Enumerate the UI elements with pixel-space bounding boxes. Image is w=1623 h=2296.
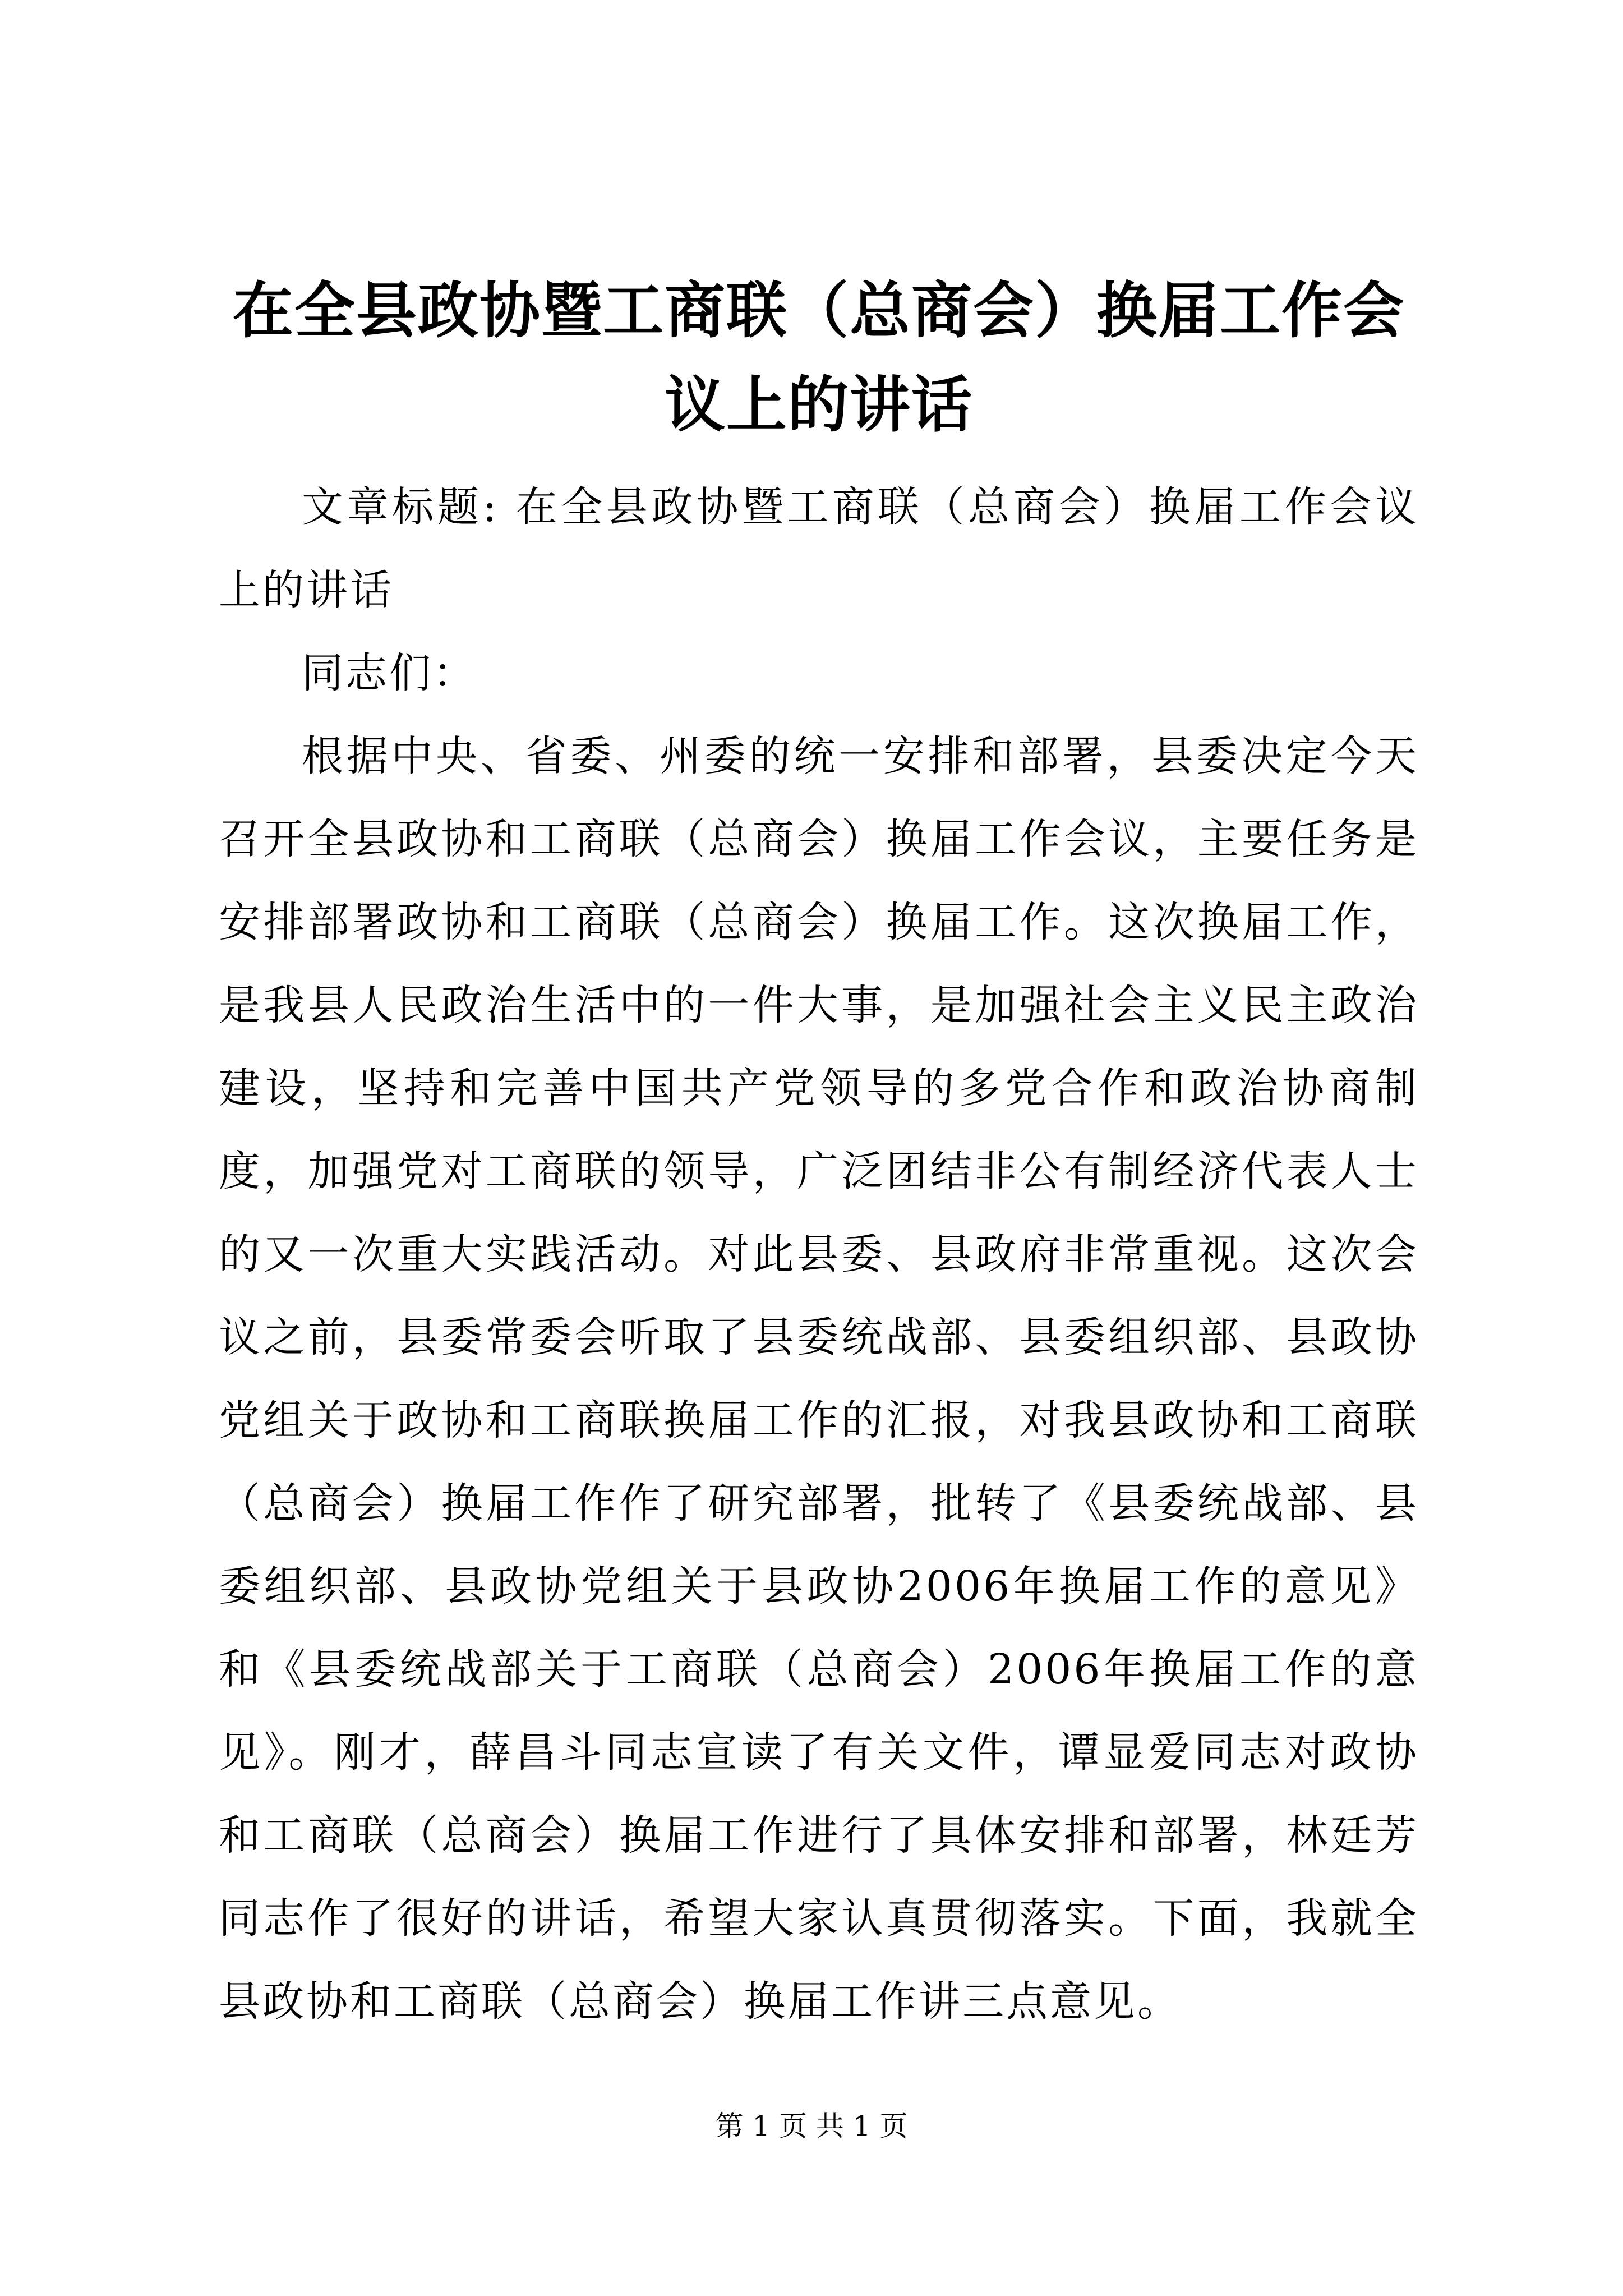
salutation-paragraph: 同志们：: [302, 649, 477, 697]
document-body: [219, 466, 1419, 2043]
document-title: 在全县政协暨工商联（总商会）换届工作会议上的讲话: [232, 275, 1405, 440]
page-footer: [0, 2109, 1623, 2143]
page-number: 第 1 页 共 1 页: [715, 2110, 908, 2142]
article-title-paragraph: 文章标题: 在全县政协暨工商联（总商会）换届工作会议上的讲话: [219, 483, 1419, 614]
body-paragraph: 根据中央、省委、州委的统一安排和部署，县委决定今天召开全县政协和工商联（总商会）换届工作会议，主要任务是安排部署政协和工商联（总商会）换届工作。这次换届工作，是我县人民政治生活中的一件大事，是加强社会主义民主政治建设，坚持和完善中国共产党领导的多党合作和政治协商制度，加强党对工商联的领导，广泛团结非公有制经济代表人士的又一次重大实践活动。对此县委、县政府非常重视。这次会议之前，县委常委会听取了县委统战部、县委组织部、县政协党组关于政协和工商联换届工作的汇报，对我县政协和工商联（总商会）换届工作作了研究部署，批转了《县委统战部、县委组织部、县政协党组关于县政协2006年换届工作的意见》和《县委统战部关于工商联（总商会）2006年换届工作的意见》。刚才，薛昌斗同志宣读了有关文件，谭显爱同志对政协和工商联（总商会）换届工作进行了具体安排和部署，林廷芳同志作了很好的讲话，希望大家认真贯彻落实。下面，我就全县政协和工商联（总商会）换届工作讲三点意见。: [219, 732, 1419, 2026]
